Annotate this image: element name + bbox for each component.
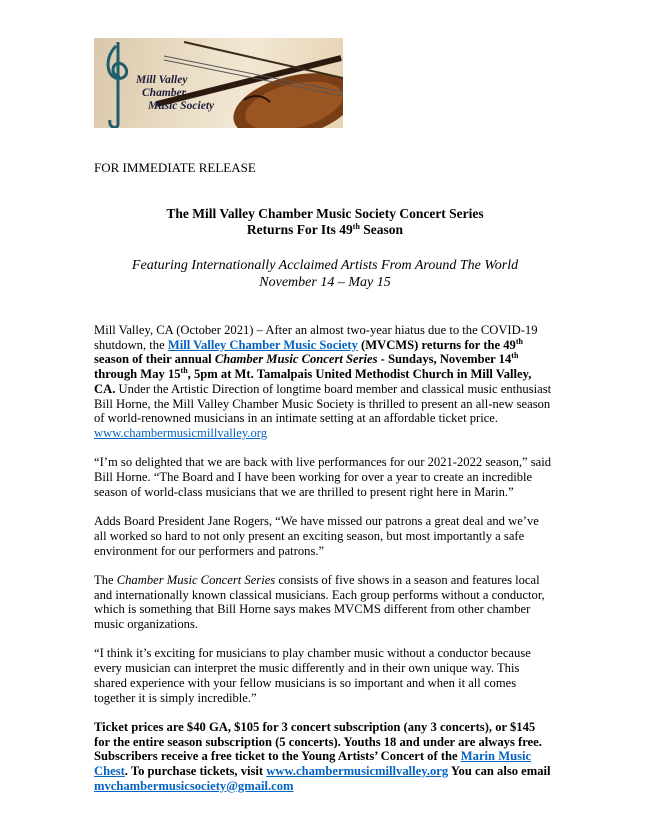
text: (MVCMS) returns for the 49 bbox=[357, 337, 516, 352]
paragraph-intro bbox=[94, 323, 554, 441]
paragraph-quote-rogers: Adds Board President Jane Rogers, “We have missed our patrons a great deal and we’ve all worked so hard to not only present an exciting season, but most importantly a safe environment for our performers and patrons.” bbox=[94, 514, 539, 558]
society-link[interactable]: Mill Valley Chamber Music Society bbox=[167, 337, 358, 352]
paragraph-series bbox=[94, 573, 554, 632]
title-line-1: The Mill Valley Chamber Music Society Concert Series bbox=[166, 206, 484, 221]
press-release-body bbox=[94, 323, 554, 808]
page-title bbox=[0, 206, 650, 238]
logo-text bbox=[136, 74, 214, 113]
title-line-2 bbox=[0, 222, 650, 238]
superscript: th bbox=[180, 366, 188, 376]
text: You can also email bbox=[448, 764, 551, 779]
text: The bbox=[94, 572, 117, 587]
website-link[interactable]: www.chambermusicmillvalley.org bbox=[94, 425, 268, 440]
subtitle-line-2: November 14 – May 15 bbox=[259, 275, 391, 290]
superscript: th bbox=[515, 336, 523, 346]
subtitle bbox=[0, 257, 650, 291]
tickets-website-link[interactable]: www.chambermusicmillvalley.org bbox=[266, 764, 449, 779]
superscript: th bbox=[511, 351, 519, 361]
title-text: Season bbox=[359, 222, 404, 237]
text: , 5pm at Mt. Tamalpais United Methodist Church in Mill Valley, CA. bbox=[94, 367, 532, 396]
superscript: th bbox=[352, 222, 360, 231]
society-logo bbox=[94, 38, 343, 128]
paragraph-quote-conductor: “I think it’s exciting for musicians to play chamber music without a conductor because every musician can interpret the music differently and in their own unique way. This shared experience with your fellow musicians is so important and when it all comes together it is simply incredible.” bbox=[94, 646, 531, 705]
text: consists of five shows in a season and features local and internationally known classical musicians. Each group performs without a conductor, which is something that Bill Horne says makes MVCMS different from other chamber music organizations. bbox=[94, 572, 545, 632]
logo-line: Music Society bbox=[148, 100, 215, 112]
title-text: Returns For Its 49 bbox=[246, 222, 353, 237]
logo-line: Mill Valley bbox=[136, 74, 188, 86]
series-name: Chamber Music Concert Series bbox=[214, 352, 378, 367]
text: through May 15 bbox=[94, 367, 181, 382]
text bbox=[358, 338, 523, 352]
logo-line: Chamber bbox=[142, 87, 187, 99]
text: season of their annual bbox=[94, 352, 215, 367]
violin-icon bbox=[94, 38, 343, 128]
email-link[interactable]: mvchambermusicsociety@gmail.com bbox=[94, 778, 294, 793]
marin-music-chest-link[interactable]: Marin Music Chest bbox=[94, 749, 532, 779]
text: - Sundays, November 14 bbox=[377, 352, 512, 367]
subtitle-line-1: Featuring Internationally Acclaimed Artists From Around The World bbox=[131, 258, 519, 273]
text: Mill Valley, CA (October 2021) – After an almost two-year hiatus due to the COVID-19 shutdown, the bbox=[94, 323, 538, 352]
text: Under the Artistic Direction of longtime board member and classical music enthusiast Bill Horne, the Mill Valley Chamber Music Society is thrilled to present an all-new season of world-renowned musicians in an intimate setting at an affordable ticket price. bbox=[94, 381, 552, 426]
paragraph-quote-horne: “I’m so delighted that we are back with live performances for our 2021-2022 season,” said Bill Horne. “The Board and I have been working for over a year to create an incredible season of world-class musicians that we are thrilled to present right here in Marin.” bbox=[94, 455, 552, 499]
text: . To purchase tickets, visit bbox=[124, 764, 267, 779]
paragraph-tickets bbox=[94, 720, 554, 794]
series-name: Chamber Music Concert Series bbox=[116, 572, 276, 587]
text: Ticket prices are $40 GA, $105 for 3 concert subscription (any 3 concerts), or $145 for the entire season subscription (5 concerts). Youths 18 and under are always free. Subscribers receive a free ticket to the Young Artists’ Concert of the bbox=[94, 719, 542, 764]
release-label: FOR IMMEDIATE RELEASE bbox=[94, 160, 256, 175]
